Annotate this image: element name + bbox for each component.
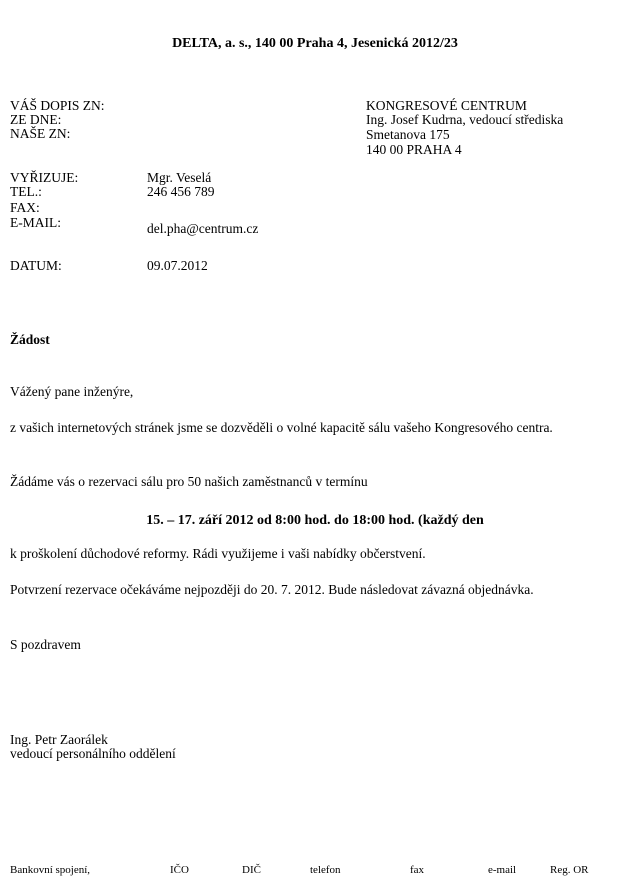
- recipient-line-2: Ing. Josef Kudrna, vedoucí střediska: [366, 112, 564, 127]
- paragraph-3: k proškolení důchodové reformy. Rádi využijeme i vaši nabídky občerstvení.: [10, 546, 426, 561]
- recipient-line-1: KONGRESOVÉ CENTRUM: [366, 98, 527, 113]
- footer-ico: IČO: [170, 864, 189, 876]
- closing: S pozdravem: [10, 637, 81, 652]
- footer-bank: Bankovní spojení,: [10, 864, 91, 876]
- signature-name: Ing. Petr Zaorálek: [10, 732, 108, 747]
- email-label: E-MAIL:: [10, 215, 61, 230]
- salutation: Vážený pane inženýre,: [10, 384, 134, 399]
- reservation-dates: 15. – 17. září 2012 od 8:00 hod. do 18:00 hod. (každý den: [146, 513, 484, 528]
- handled-by-label: VYŘIZUJE:: [10, 170, 79, 185]
- footer-phone: telefon: [310, 864, 341, 876]
- your-letter-ref-label: VÁŠ DOPIS ZN:: [10, 98, 105, 113]
- tel-label: TEL.:: [10, 184, 42, 199]
- recipient-line-3: Smetanova 175: [366, 127, 450, 142]
- footer-email: e-mail: [488, 864, 517, 876]
- letterhead: DELTA, a. s., 140 00 Praha 4, Jesenická 2012/23: [172, 36, 458, 51]
- paragraph-4: Potvrzení rezervace očekáváme nejpozději do 20. 7. 2012. Bude následovat závazná objednávka.: [10, 582, 534, 597]
- tel-value: 246 456 789: [147, 184, 215, 199]
- email-value: del.pha@centrum.cz: [147, 221, 259, 236]
- date-label: DATUM:: [10, 258, 62, 273]
- footer-register: Reg. OR: [550, 864, 589, 876]
- date-value: 09.07.2012: [147, 258, 208, 273]
- signature-title: vedoucí personálního oddělení: [10, 746, 176, 761]
- date-of-letter-label: ZE DNE:: [10, 112, 62, 127]
- subject-heading: Žádost: [10, 332, 50, 347]
- footer-dic: DIČ: [242, 864, 261, 876]
- footer-fax: fax: [410, 864, 425, 876]
- recipient-line-4: 140 00 PRAHA 4: [366, 142, 462, 157]
- paragraph-1: z vašich internetových stránek jsme se dozvěděli o volné kapacitě sálu vašeho Kongresového centra.: [10, 420, 553, 435]
- paragraph-2: Žádáme vás o rezervaci sálu pro 50 našich zaměstnanců v termínu: [10, 474, 368, 489]
- our-ref-label: NAŠE ZN:: [10, 126, 71, 141]
- fax-label: FAX:: [10, 200, 40, 215]
- handled-by-value: Mgr. Veselá: [147, 170, 212, 185]
